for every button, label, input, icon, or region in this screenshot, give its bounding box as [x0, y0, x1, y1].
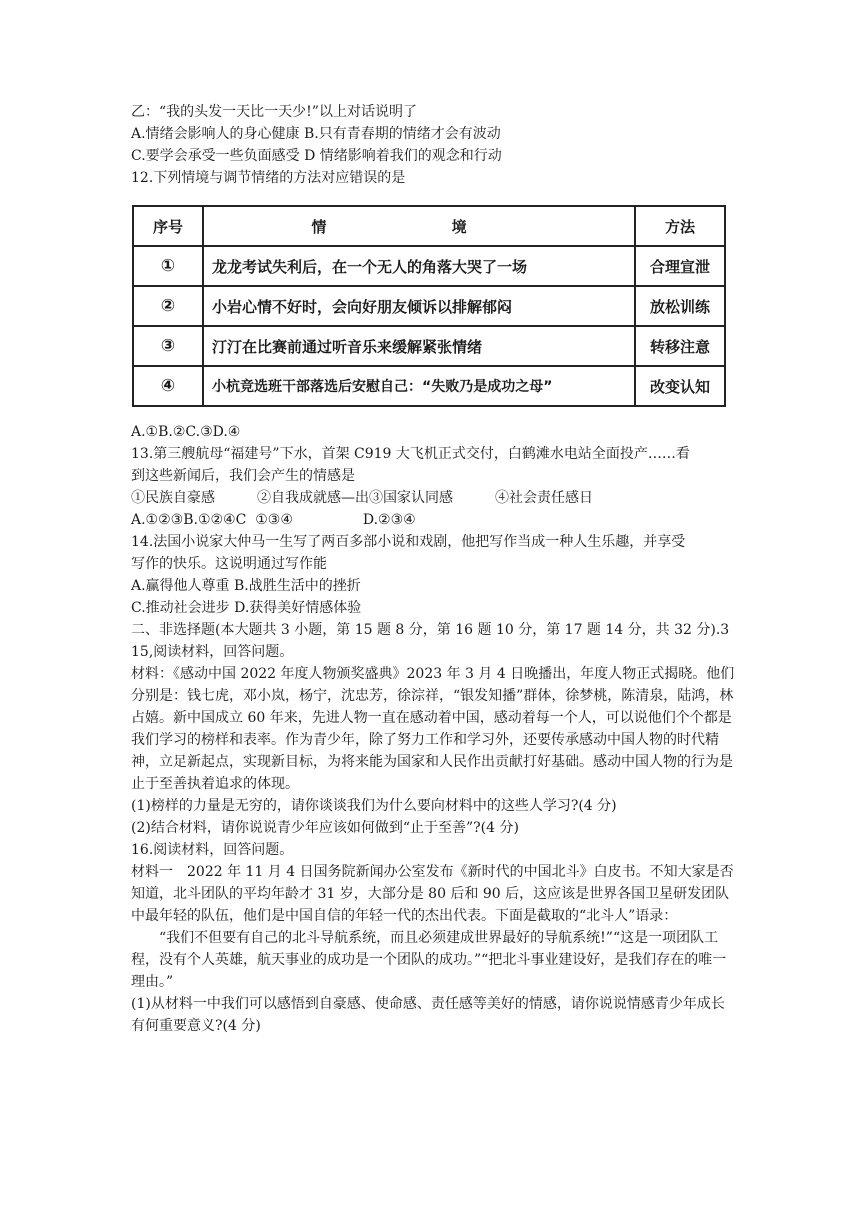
q15-sub-1: (1)榜样的力量是无穷的，请你谈谈我们为什么要向材料中的这些人学习?(4 分): [131, 798, 617, 814]
q13-stem-1: 13.第三艘航母“福建号”下水，首架 C919 大飞机正式交付，白鹤滩水电站全面投产……看: [131, 446, 690, 462]
row-number: ③: [133, 326, 203, 366]
emotion-method-table: [132, 205, 726, 407]
table-row: [133, 286, 725, 326]
row-method: 改变认知: [635, 366, 725, 406]
q13-options: A.①②③B.①②④C ①③④ D.②③④: [131, 512, 416, 528]
q14-stem-2: 写作的快乐。这说明通过写作能: [131, 556, 327, 572]
question-11: [131, 101, 736, 189]
q14-stem-1: 14.法国小说家大仲马一生写了两百多部小说和戏剧，他把写作当成一种人生乐趣，并享受: [131, 534, 686, 550]
table-row: [133, 246, 725, 286]
q13-stem-2: 到这些新闻后，我们会产生的情感是: [131, 468, 355, 484]
q15-sub-2: (2)结合材料，请你说说青少年应该如何做到“止于至善”?(4 分): [131, 820, 519, 836]
row-method: 转移注意: [635, 326, 725, 366]
header-situation: 情 境: [203, 206, 635, 246]
row-number: ④: [133, 366, 203, 406]
row-situation: 小杭竞选班干部落选后安慰自己：“失败乃是成功之母”: [203, 366, 635, 406]
q16-quote: “我们不但要有自己的北斗导航系统，而且必须建成世界最好的导航系统!”“这是一项团队工程，没有个人英雄，航天事业的成功是一个团队的成功。”“把北斗事业建设好，是我们存在的唯一理由。”: [131, 930, 727, 990]
q15-material: 材料：《感动中国 2022 年度人物颁奖盛典》2023 年 3 月 4 日晚播出，年度人物正式揭晓。他们分别是：钱七虎，邓小岚，杨宁，沈忠芳，徐淙祥，“银发知播”群体，徐梦桃，陈清泉，陆鸿，林占嬉。新中国成立 60 年来，先进人物一直在感动着中国，感动着每一个人，可以说他们个个都是我们学习的榜样和表率。作为青少年，除了努力工作和学习外，还要传承感动中国人物的时代精神，立足新起点，实现新目标，为将来能为国家和人民作出贡献打好基础。感动中国人物的行为是止于至善执着追求的体现。: [131, 666, 735, 792]
header-number: 序号: [133, 206, 203, 246]
q11-options-cd: C.要学会承受一些负面感受 D 情绪影响着我们的观念和行动: [131, 148, 502, 164]
q15-line: 15,阅读材料，回答问题。: [131, 644, 294, 660]
table-header-row: [133, 206, 725, 246]
q14-options-cd: C.推动社会进步 D.获得美好情感体验: [131, 600, 362, 616]
q16-material-1: 材料一 2022 年 11 月 4 日国务院新闻办公室发布《新时代的中国北斗》白皮书。不知大家是否知道，北斗团队的平均年龄才 31 岁，大部分是 80 后和 90 后，这应该是世界各国卫星研发团队中最年轻的队伍，他们是中国自信的年轻一代的杰出代表。下面是截取的“北斗人”语录：: [131, 864, 734, 924]
q13-items: ①民族自豪感 ②自我成就感—出③国家认同感 ④社会责任感日: [131, 490, 593, 506]
questions-12-14: [131, 421, 736, 1037]
q12-stem: 12.下列情境与调节情绪的方法对应错误的是: [131, 170, 406, 186]
row-situation: 小岩心情不好时，会向好朋友倾诉以排解郁闷: [203, 286, 635, 326]
table-row: [133, 326, 725, 366]
row-situation: 汀汀在比赛前通过听音乐来缓解紧张情绪: [203, 326, 635, 366]
row-method: 放松训练: [635, 286, 725, 326]
q12-options: A.①B.②C.③D.④: [131, 424, 241, 440]
q16-line: 16.阅读材料，回答问题。: [131, 842, 294, 858]
q11-options-ab: A.情绪会影响人的身心健康 B.只有青春期的情绪才会有波动: [131, 126, 501, 142]
q11-stem: 乙：“我的头发一天比一天少!”以上对话说明了: [131, 104, 417, 120]
row-number: ②: [133, 286, 203, 326]
q16-sub-1: (1)从材料一中我们可以感悟到自豪感、使命感、责任感等美好的情感，请你说说情感青少年成长有何重要意义?(4 分): [131, 996, 725, 1034]
header-method: 方法: [635, 206, 725, 246]
section-2-heading: 二、非选择题(本大题共 3 小题，第 15 题 8 分，第 16 题 10 分，第 17 题 14 分，共 32 分).3: [131, 622, 730, 638]
row-method: 合理宣泄: [635, 246, 725, 286]
q14-options-ab: A.赢得他人尊重 B.战胜生活中的挫折: [131, 578, 361, 594]
row-situation: 龙龙考试失利后，在一个无人的角落大哭了一场: [203, 246, 635, 286]
table-row: [133, 366, 725, 406]
row-number: ①: [133, 246, 203, 286]
